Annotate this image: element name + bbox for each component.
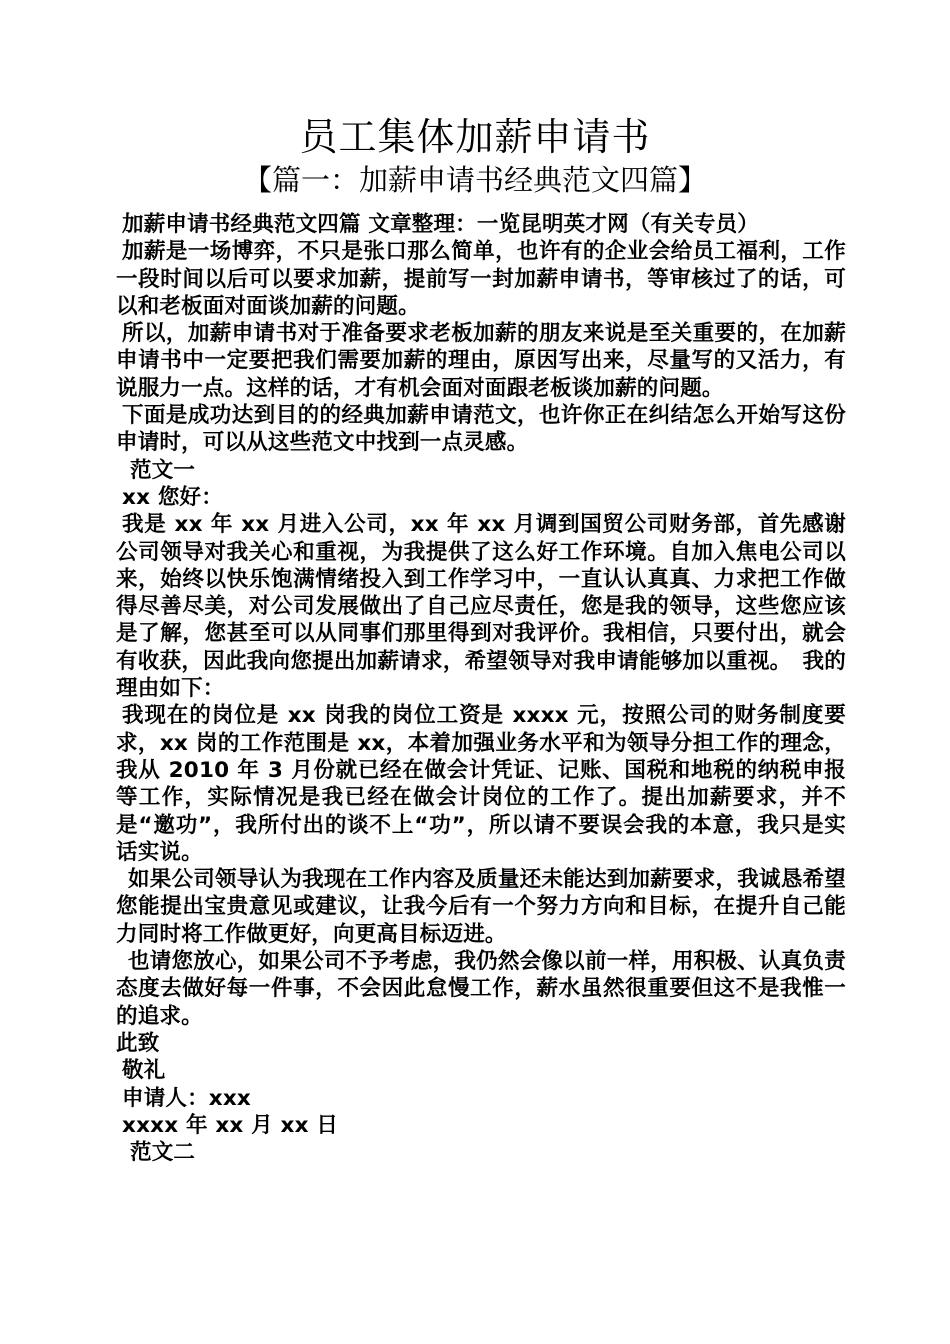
- intro-line: 加薪申请书经典范文四篇 文章整理：一览昆明英才网（有关专员）: [122, 212, 759, 237]
- regards: 敬礼: [122, 1058, 166, 1084]
- section-heading: 范文二: [130, 1140, 196, 1166]
- closing: 此致: [116, 1030, 160, 1056]
- paragraph: 如果公司领导认为我现在工作内容及质量还未能达到加薪要求，我诚恳希望您能提出宝贵意见或建议，让我今后有一个努力方向和目标，在提升自己能力同时将工作做更好，向更高目标迈进。: [116, 867, 846, 947]
- salutation: xx 您好：: [122, 484, 223, 510]
- paragraph: 下面是成功达到目的的经典加薪申请范文，也许你正在纠结怎么开始写这份申请时，可以从这些范文中找到一点灵感。: [116, 403, 846, 456]
- document-body: [116, 211, 846, 1166]
- document-subtitle: 【篇一：加薪申请书经典范文四篇】: [242, 163, 707, 197]
- applicant: 申请人：xxx: [122, 1085, 252, 1111]
- paragraph: 我是 xx 年 xx 月进入公司，xx 年 xx 月调到国贸公司财务部，首先感谢公司领导对我关心和重视，为我提供了这么好工作环境。自加入焦电公司以来，始终以快乐饱满情绪投入到工作学习中，一直认认真真、力求把工作做得尽善尽美，对公司发展做出了自己应尽责任，您是我的领导，这些您应该是了解，您甚至可以从同事们那里得到对我评价。我相信，只要付出，就会有收获，因此我向您提出加薪请求，希望领导对我申请能够加以重视。 我的理由如下：: [116, 512, 846, 702]
- document-title: 员工集体加薪申请书: [299, 115, 651, 159]
- paragraph: 加薪是一场博弈，不只是张口那么简单，也许有的企业会给员工福利，工作一段时间以后可以要求加薪，提前写一封加薪申请书，等审核过了的话，可以和老板面对面谈加薪的问题。: [116, 239, 846, 319]
- paragraph: 也请您放心，如果公司不予考虑，我仍然会像以前一样，用积极、认真负责态度去做好每一件事，不会因此怠慢工作，薪水虽然很重要但这不是我惟一的追求。: [116, 949, 846, 1029]
- section-heading: 范文一: [130, 457, 196, 483]
- paragraph: 所以，加薪申请书对于准备要求老板加薪的朋友来说是至关重要的，在加薪申请书中一定要把我们需要加薪的理由，原因写出来，尽量写的又活力，有说服力一点。这样的话，才有机会面对面跟老板谈加薪的问题。: [116, 321, 846, 401]
- date-line: xxxx 年 xx 月 xx 日: [122, 1112, 339, 1138]
- paragraph: 我现在的岗位是 xx 岗我的岗位工资是 xxxx 元，按照公司的财务制度要求，xx 岗的工作范围是 xx，本着加强业务水平和为领导分担工作的理念，我从 2010 年 3 月份就已经在做会计凭证、记账、国税和地税的纳税申报等工作，实际情况是我已经在做会计岗位的工作了。提出加薪要求，并不是“邀功”，我所付出的谈不上“功”，所以请不要误会我的本意，我只是实话实说。: [116, 703, 846, 865]
